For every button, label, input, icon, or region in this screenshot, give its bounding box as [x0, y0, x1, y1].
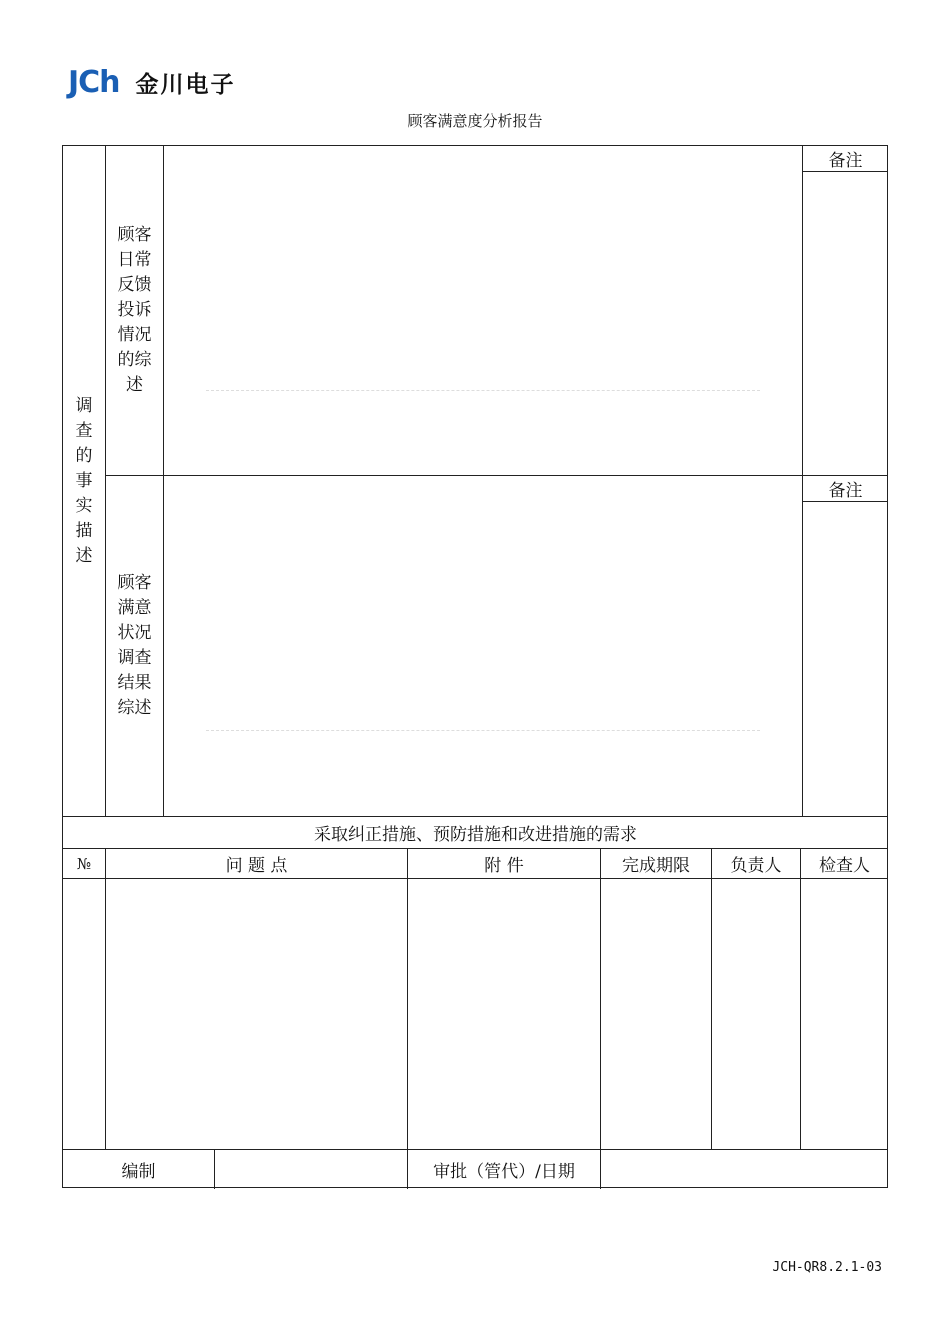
- logo-company-name: 金川电子: [135, 72, 236, 98]
- satisfaction-survey-content[interactable]: [164, 476, 802, 816]
- col-deadline: 完成期限: [622, 856, 690, 876]
- col-issue: 问 题 点: [225, 856, 288, 876]
- cell-number[interactable]: [63, 879, 105, 1149]
- col-checker: 检查人: [819, 856, 870, 876]
- fact-description-label: 调查的事实描述: [75, 395, 93, 566]
- remark-content-2[interactable]: [803, 502, 888, 816]
- measures-title: 采取纠正措施、预防措施和改进措施的需求: [314, 825, 637, 845]
- cell-issue[interactable]: [106, 879, 407, 1149]
- document-code: JCH-QR8.2.1-03: [772, 1260, 882, 1275]
- col-attachment: 附 件: [484, 856, 524, 876]
- col-number: №: [76, 854, 92, 873]
- remark-content-1[interactable]: [803, 172, 888, 475]
- col-responsible: 负责人: [730, 856, 782, 876]
- cell-deadline[interactable]: [601, 879, 711, 1149]
- approval-label: 审批（管代）/日期: [433, 1161, 575, 1182]
- cell-checker[interactable]: [801, 879, 888, 1149]
- daily-feedback-content[interactable]: [164, 146, 802, 475]
- satisfaction-survey-label: 顾客满意状况调查结果综述: [117, 573, 152, 718]
- company-logo: [68, 66, 236, 99]
- document-title: 顾客满意度分析报告: [407, 112, 543, 130]
- logo-mark: JCh: [68, 64, 120, 100]
- prepared-by-label: 编制: [121, 1161, 156, 1182]
- daily-feedback-label: 顾客日常反馈投诉情况的综述: [117, 225, 152, 395]
- approval-field[interactable]: [601, 1150, 888, 1188]
- cell-responsible[interactable]: [712, 879, 800, 1149]
- prepared-by-field[interactable]: [215, 1150, 407, 1188]
- cell-attachment[interactable]: [408, 879, 600, 1149]
- remark-header-2: 备注: [828, 481, 863, 501]
- remark-header-1: 备注: [828, 151, 863, 171]
- report-form: [62, 145, 888, 1188]
